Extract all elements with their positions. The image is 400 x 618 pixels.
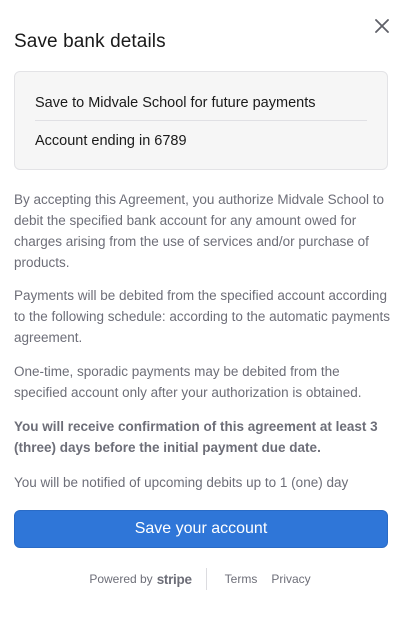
terms-link[interactable]: Terms	[224, 572, 258, 586]
mandate-authorization-text: By accepting this Agreement, you authorize Midvale School to debit the specified bank account for any amount owed for charges arising from the use of services and/or purchase of products.	[14, 192, 384, 270]
close-icon[interactable]	[374, 18, 390, 34]
powered-by-stripe[interactable]	[89, 572, 205, 587]
save-to-merchant-text: Save to Midvale School for future payments	[35, 95, 316, 111]
close-button[interactable]	[370, 14, 394, 38]
mandate-notification-text: You will be notified of upcoming debits up to 1 (one) day	[14, 475, 349, 490]
mandate-confirmation-text: You will receive confirmation of this agreement at least 3 (three) days before the initial payment due date.	[14, 419, 378, 455]
details-divider	[35, 120, 367, 121]
stripe-logo: stripe	[156, 571, 192, 587]
bank-details-card	[14, 71, 388, 170]
account-ending-text: Account ending in 6789	[35, 133, 187, 149]
footer	[0, 566, 400, 592]
save-account-button[interactable]: Save your account	[14, 510, 388, 548]
mandate-schedule-text: Payments will be debited from the specified account according to the following schedule: according to the automatic payments agreement.	[14, 288, 390, 345]
mandate-one-time-text: One-time, sporadic payments may be debited from the specified account only after your authorization is obtained.	[14, 364, 362, 400]
powered-by-label: Powered by	[89, 572, 153, 586]
privacy-link[interactable]: Privacy	[271, 572, 311, 586]
page-title: Save bank details	[14, 31, 166, 52]
footer-links	[207, 572, 311, 586]
